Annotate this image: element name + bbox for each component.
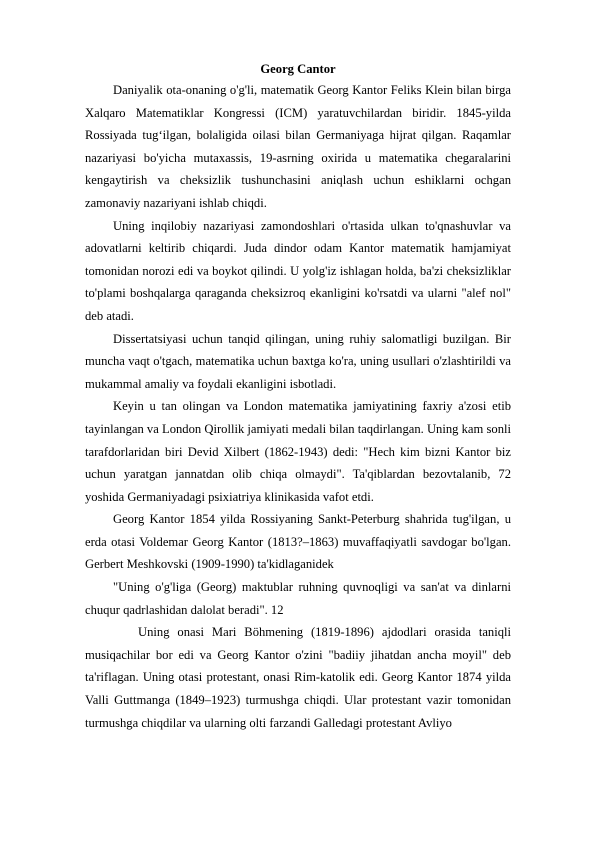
document-title: Georg Cantor	[260, 62, 336, 76]
paragraph: Daniyalik ota-onaning o'g'li, matematik Georg Kantor Feliks Klein bilan birga Xalqaro Matematiklar Kongressi (ICM) yaratuvchilardan biridir. 1845-yilda Rossiyada tug‘ilgan, bolaligida oilasi bilan Germaniyaga hijrat qilgan. Raqamlar nazariyasi bo'yicha mutaxassis, 19-asrning oxirida u matematika chegaralarini kengaytirish va cheksizlik tushunchasini aniqlash uchun eshiklarni ochgan zamonaviy nazariyani ishlab chiqdi.	[85, 83, 511, 210]
paragraph: Uning onasi Mari Böhmening (1819-1896) ajdodlari orasida taniqli musiqachilar bor edi va Georg Kantor o'zini "badiiy jihatdan ancha moyil" deb ta'riflagan. Uning otasi protestant, onasi Rim-katolik edi. Georg Kantor 1874 yilda Valli Guttmanga (1849–1923) turmushga chiqdi. Ular protestant vazir tomonidan turmushga chiqdilar va ularning olti farzandi Galledagi protestant Avliyo	[85, 625, 511, 730]
paragraph: Uning inqilobiy nazariyasi zamondoshlari o'rtasida ulkan to'qnashuvlar va adovatlarni keltirib chiqardi. Juda dindor odam Kantor matematik hamjamiyat tomonidan norozi edi va boykot qilindi. U yolg'iz ishlagan holda, ba'zi cheksizliklar to'plami boshqalarga qaraganda cheksizroq ekanligini ko'rsatdi va ularni "alef nol" deb atadi.	[85, 218, 511, 323]
paragraph: Georg Kantor 1854 yilda Rossiyaning Sankt-Peterburg shahrida tug'ilgan, u erda otasi Voldemar Georg Kantor (1813?–1863) muvaffaqiyatli savdogar bo'lgan. Gerbert Meshkovski (1909-1990) ta'kidlaganidek	[85, 512, 511, 572]
paragraph: "Uning o'g'liga (Georg) maktublar ruhning quvnoqligi va san'at va dinlarni chuqur qadrlashidan dalolat beradi". 12	[85, 580, 511, 617]
document-body	[85, 79, 511, 734]
paragraph: Dissertatsiyasi uchun tanqid qilingan, uning ruhiy salomatligi buzilgan. Bir muncha vaqt o'tgach, matematika uchun baxtga ko'ra, uning usullari o'zlashtirildi va mukammal amaliy va foydali ekanligini isbotladi.	[85, 331, 511, 391]
paragraph: Keyin u tan olingan va London matematika jamiyatining faxriy a'zosi etib tayinlangan va London Qirollik jamiyati medali bilan taqdirlangan. Uning kam sonli tarafdorlaridan biri Devid Xilbert (1862-1943) dedi: "Hech kim bizni Kantor biz uchun yaratgan jannatdan olib chiqa olmaydi". Ta'qiblardan bezovtalanib, 72 yoshida Germaniyadagi psixiatriya klinikasida vafot etdi.	[85, 399, 511, 504]
